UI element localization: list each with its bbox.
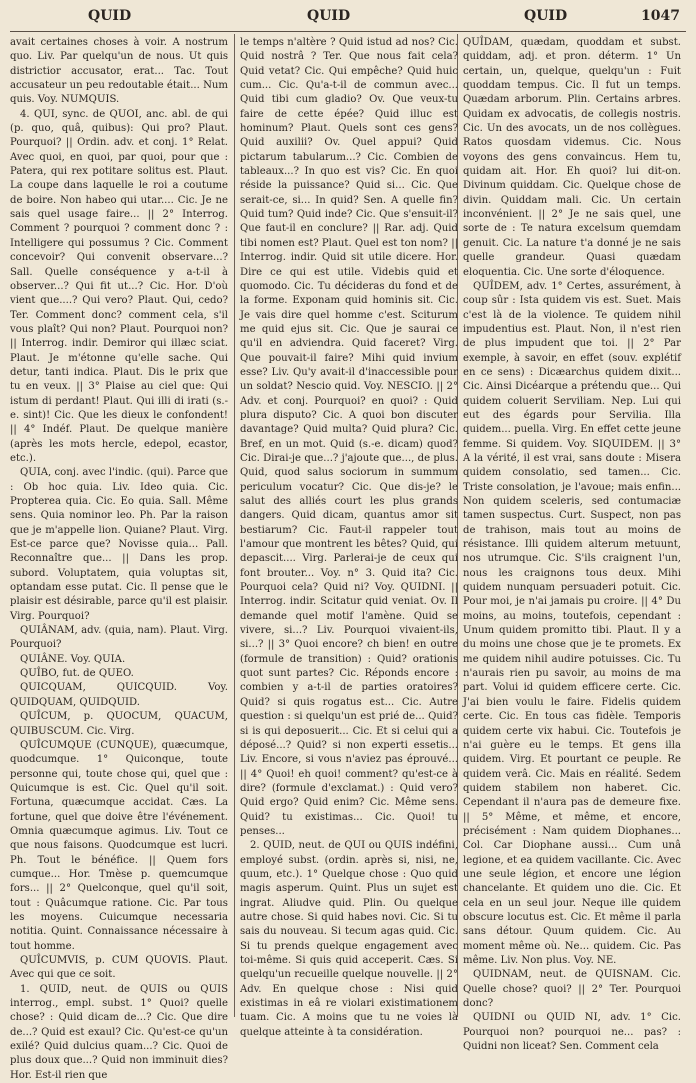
dictionary-entry: avait certaines choses à voir. A nostrum quo. Liv. Par quelqu'un de nous. Ut quis districtior accusator, erat... Tac. Tout accusateur un peu redoutable était... Num quis. Voy. NUMQUIS. bbox=[10, 37, 228, 106]
header-right-guideword: QUID bbox=[524, 8, 568, 24]
dictionary-entry: QUIÂNAM, adv. (quia, nam). Plaut. Virg. Pourquoi? bbox=[10, 625, 228, 651]
dictionary-entry: 1. QUID, neut. de QUIS ou QUIS interrog., empl. subst. 1° Quoi? quelle chose? : Quid dicam de...? Cic. Que dire de...? Quid est exaul? Cic. Qu'est-ce qu'un exilé? Quid dulcius quam...? Cic. Quoi de plus doux que...? Quid non imminuit dies? Hor. Est-il rien que bbox=[10, 983, 228, 1081]
dictionary-entry: QUÎDEM, adv. 1° Certes, assurément, à coup sûr : Ista quidem vis est. Suet. Mais c'est là de la violence. Te quidem nihil impudentius est. Plaut. Non, il n'est rien de plus impudent que toi. || 2° Par exemple, à savoir, en effet (souv. explétif en ce sens) : Dicæarchus quidem dixit... Cic. Ainsi Dicéarque a prétendu que... Qui quidem coluerit Serviliam. Nep. Lui qui eut des égards pour Servilia. Illa quidem... puella. Virg. En effet cette jeune femme. Si quidem. Voy. SIQUIDEM. || 3° A la vérité, il est vrai, sans doute : Misera quidem consolatio, sed tamen... Cic. Triste consolation, je l'avoue; mais enfin... Non quidem sceleris, sed contumaciæ tamen suspectus. Curt. Suspect, non pas de trahison, mais tout au moins de résistance. Illi quidem alterum metuunt, nos utrumque. Cic. S'ils craignent l'un, nous les craignons tous deux. Mihi quidem nunquam persuaderi potuit. Cic. Pour moi, je n'ai jamais pu croire. || 4° Du moins, au moins, toutefois, cependant : Unum quidem promitto tibi. Plaut. Il y a du moins une chose que je te promets. Ex me quidem nihil audire potuisses. Cic. Tu n'aurais rien pu savoir, au moins de ma part. Volui id quidem efficere certe. Cic. J'ai bien voulu le faire. Fidelis quidem certe. Cic. En tous cas fidèle. Temporis quidem certe vix habui. Cic. Toutefois je n'ai guère eu le temps. Et gens illa quidem. Virg. Et pourtant ce peuple. Re quidem verâ. Cic. Mais en réalité. Sedem quidem stabilem non haberet. Cic. Cependant il n'aura pas de demeure fixe. || 5° Même, et même, et encore, précisément : Nam quidem Diophanes... Col. Car Diophane aussi... Cum unâ legione, et ea quidem vacillante. Cic. Avec une seule légion, et encore une légion chancelante. Et quidem uno die. Cic. Et cela en un seul jour. Neque ille quidem obscure locutus est. Cic. Et même il parla sans détour. Quum quidem. Cic. Au moment même où. Ne... quidem. Cic. Pas même. Liv. Non plus. Voy. NE. bbox=[463, 280, 681, 966]
dictionary-entry: 4. QUI, sync. de QUOI, anc. abl. de qui (p. quo, quâ, quibus): Qui pro? Plaut. Pourquoi? || Ordin. adv. et conj. 1° Relat. Avec quoi, en quoi, par quoi, pour que : Patera, qui rex potitare solitus est. Plaut. La coupe dans laquelle le roi a coutume de boire. Non habeo qui utar.... Cic. Je ne sais quel usage faire... || 2° Interrog. Comment ? pourquoi ? comment donc ? : Intelligere qui possumus ? Cic. Comment concevoir? Qui convenit observare...? Sall. Quelle conséquence y a-t-il à observer...? Qui fit ut...? Cic. Hor. D'où vient que....? Qui vero? Plaut. Qui, cedo? Ter. Comment donc? comment cela, s'il vous plaît? Qui non? Plaut. Pourquoi non? || Interrog. indir. Demiror qui illæc sciat. Plaut. Je m'étonne qu'elle sache. Qui detur, tanti indica. Plaut. Dis le prix que tu en veux. || 3° Plaise au ciel que: Qui istum di perdant! Plaut. Qui illi di irati (s.-e. sint)! Cic. Que les dieux le confondent! || 4° Indéf. Plaut. De quelque manière (après les mots hercle, edepol, ecastor, etc.). bbox=[10, 108, 228, 464]
dictionary-page bbox=[10, 0, 686, 1081]
dictionary-entry: QUÎCUM, p. QUOCUM, QUACUM, QUIBUSCUM. Cic. Virg. bbox=[10, 711, 228, 737]
column-right bbox=[463, 36, 681, 1053]
dictionary-entry: QUICQUAM, QUICQUID. Voy. QUIDQUAM, QUIDQUID. bbox=[10, 682, 228, 708]
running-header bbox=[10, 8, 686, 30]
dictionary-entry: QUÎDAM, quædam, quoddam et subst. quiddam, adj. et pron. déterm. 1° Un certain, un, quelque, quelqu'un : Fuit quoddam tempus. Cic. Il fut un temps. Quædam arborum. Plin. Certains arbres. Quidam ex advocatis, de collegis nostris. Cic. Un des avocats, un de nos collègues. Ratos quosdam videmus. Cic. Nous voyons des gens convaincus. Hem tu, quidam ait. Hor. Eh quoi? lui dit-on. Divinum quiddam. Cic. Quelque chose de divin. Quiddam mali. Cic. Un certain inconvénient. || 2° Je ne sais quel, une sorte de : Te natura excelsum quemdam genuit. Cic. La nature t'a donné je ne sais quelle grandeur. Quasi quædam eloquentia. Cic. Une sorte d'éloquence. bbox=[463, 37, 681, 278]
dictionary-entry: QUIDNAM, neut. de QUISNAM. Cic. Quelle chose? quoi? || 2° Ter. Pourquoi donc? bbox=[463, 969, 681, 1010]
dictionary-entry: QUÎCUMQUE (CUNQUE), quæcumque, quodcumque. 1° Quiconque, toute personne qui, toute chose qui, quel que : Quicumque is est. Cic. Quel qu'il soit. Fortuna, quæcumque accidat. Cæs. La fortune, quel que doive être l'événement. Omnia quæcumque agimus. Liv. Tout ce que nous faisons. Quodcumque est lucri. Ph. Tout le bénéfice. || Quem fors cumque... Hor. Tmèse p. quemcumque fors... || 2° Quelconque, quel qu'il soit, tout : Quâcumque ratione. Cic. Par tous les moyens. Cuicumque necessaria notitia. Quint. Connaissance nécessaire à tout homme. bbox=[10, 739, 228, 952]
dictionary-entry: QUIA, conj. avec l'indic. (qui). Parce que : Ob hoc quia. Liv. Ideo quia. Cic. Propterea quia. Cic. Eo quia. Sall. Même sens. Quia nominor leo. Ph. Par la raison que je m'appelle lion. Quiane? Plaut. Virg. Est-ce parce que? Novisse quia... Pall. Reconnaître que... || Dans les prop. subord. Voluptatem, quia voluptas sit, optandam esse putat. Cic. Il pense que le plaisir est désirable, parce qu'il est plaisir. Virg. Pourquoi? bbox=[10, 467, 228, 622]
column-divider-1 bbox=[234, 34, 235, 1017]
column-middle bbox=[240, 36, 458, 1038]
dictionary-entry: le temps n'altère ? Quid istud ad nos? Cic. Quid nostrâ ? Ter. Que nous fait cela? Quid vetat? Cic. Qui empêche? Quid huic cum... Cic. Qu'a-t-il de commun avec... Quid tibi cum gladio? Ov. Que veux-tu faire de cette épée? Quid illuc est hominum? Plaut. Quels sont ces gens? Quid auxilii? Ov. Quel appui? Quid pictarum tabularum...? Cic. Combien de tableaux...? In quo est vis? Cic. En quoi réside la puissance? Quid si... Cic. Que serait-ce, si... In quid? Sen. A quelle fin? Quid tum? Quid inde? Cic. Que s'ensuit-il? Que faut-il en conclure? || Rar. adj. Quid tibi nomen est? Plaut. Quel est ton nom? || Interrog. indir. Quid sit utile dicere. Hor. Dire ce qui est utile. Videbis quid et quomodo. Cic. Tu décideras du fond et de la forme. Exponam quid hominis sit. Cic. Je vais dire quel homme c'est. Sciturum me quid ejus sit. Cic. Que je saurai ce qu'il en adviendra. Quid faceret? Virg. Que pouvait-il faire? Mihi quid invium esse? Liv. Qu'y avait-il d'inaccessible pour un soldat? Nescio quid. Voy. NESCIO. || 2° Adv. et conj. Pourquoi? en quoi? : Quid plura disputo? Cic. A quoi bon discuter davantage? Quid multa? Quid plura? Cic. Bref, en un mot. Quid (s.-e. dicam) quod? Cic. Dirai-je que...? j'ajoute que..., de plus. Quid, quod salus sociorum in summum periculum vocatur? Cic. Que dis-je? le salut des alliés court les plus grands dangers. Quid dicam, quantus amor sit bestiarum? Cic. Faut-il rappeler tout l'amour que montrent les bêtes? Quid, qui depascit.... Virg. Parlerai-je de ceux qui font brouter... Voy. n° 3. Quid ita? Cic. Pourquoi cela? Quid ni? Voy. QUIDNI. || Interrog. indir. Scitatur quid veniat. Ov. Il demande quel motif l'amène. Quid se vivere, si...? Liv. Pourquoi vivaient-ils, si...? || 3° Quoi encore? ch bien! en outre (formule de transition) : Quid? orationis quot sunt partes? Cic. Réponds encore : combien y a-t-il de parties oratoires? Quid? si quis rogatus est... Cic. Autre question : si quelqu'un est prié de... Quid? si is qui deposuerit... Cic. Et si celui qui a déposé...? Quid? si non experti essetis... Liv. Encore, si vous n'aviez pas éprouvé... || 4° Quoi! eh quoi! comment? qu'est-ce à dire? (formule d'exclamat.) : Quid vero? Quid ergo? Quid enim? Cic. Même sens. Quid? tu existimas... Cic. Quoi! tu penses... bbox=[240, 37, 458, 837]
dictionary-entry: QUIÂNE. Voy. QUIA. bbox=[20, 653, 126, 665]
page-number: 1047 bbox=[641, 8, 680, 24]
header-center-guideword: QUID bbox=[307, 8, 351, 24]
header-rule bbox=[10, 31, 686, 32]
column-left bbox=[10, 36, 228, 1081]
dictionary-entry: QUIDNI ou QUID NI, adv. 1° Cic. Pourquoi non? pourquoi ne... pas? : Quidni non liceat? Sen. Comment cela bbox=[463, 1012, 681, 1053]
dictionary-entry: QUÎCUMVIS, p. CUM QUOVIS. Plaut. Avec qui que ce soit. bbox=[10, 955, 228, 981]
dictionary-entry: QUÎBO, fut. de QUEO. bbox=[20, 668, 134, 680]
header-left-guideword: QUID bbox=[88, 8, 132, 24]
dictionary-entry: 2. QUID, neut. de QUI ou QUIS indéfini, employé subst. (ordin. après si, nisi, ne, quum, etc.). 1° Quelque chose : Quo quid magis asperum. Quint. Plus un sujet est ingrat. Aliudve quid. Plin. Ou quelque autre chose. Si quid habes novi. Cic. Si tu sais du nouveau. Si tecum agas quid. Cic. Si tu prends quelque engagement avec toi-même. Si quis quid acceperit. Cæs. Si quelqu'un recueille quelque nouvelle. || 2° Adv. En quelque chose : Nisi quid existimas in eâ re violari existimationem tuam. Cic. A moins que tu ne voies là quelque atteinte à ta considération. bbox=[240, 840, 458, 1038]
